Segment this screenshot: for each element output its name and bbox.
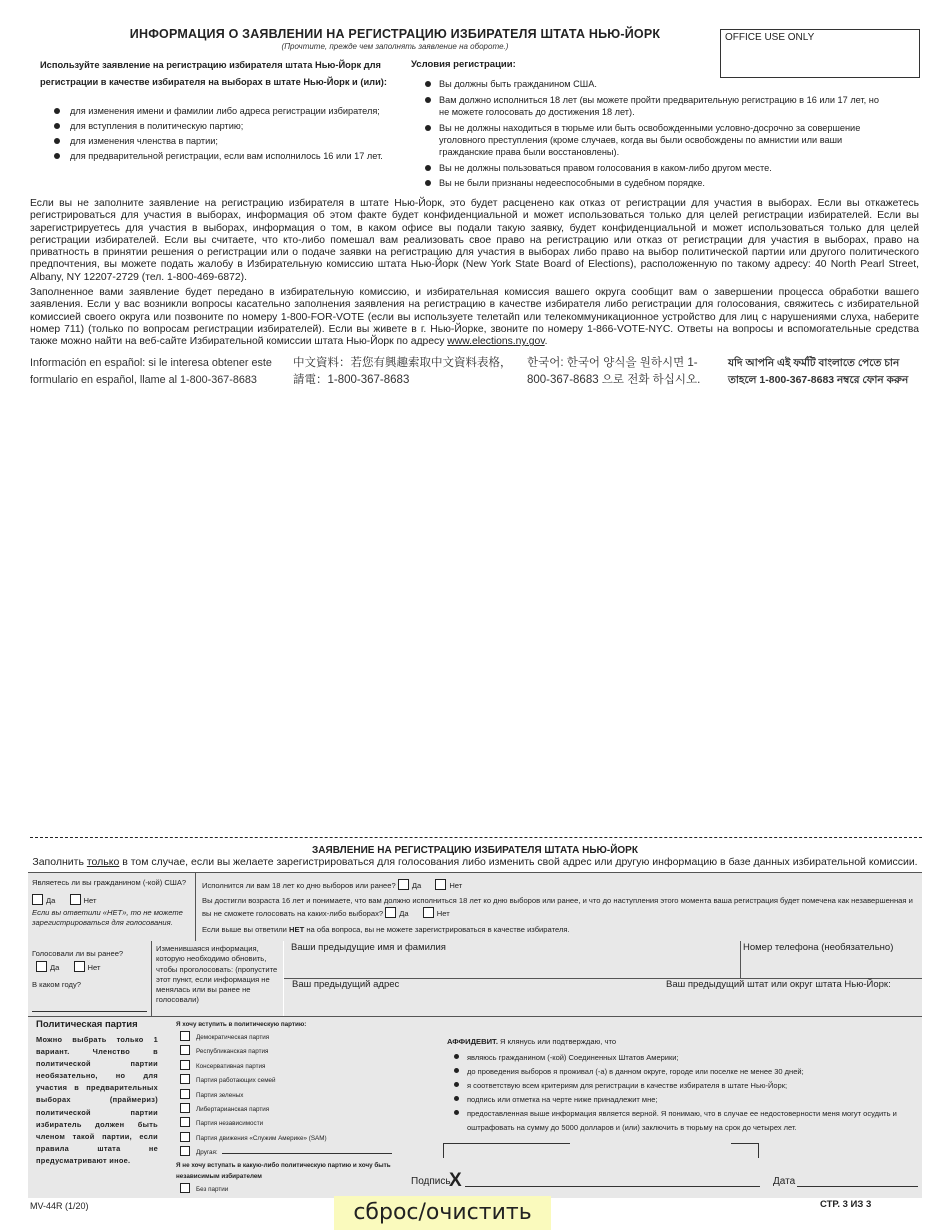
list-item: для вступления в политическую партию; [52,119,412,134]
list-item: являюсь гражданином (-кой) Соединенных Штатов Америки; [454,1051,914,1065]
party-option: Другая: [180,1146,392,1160]
use-list [52,104,412,164]
bullet-icon [425,165,431,171]
previous-name-field[interactable] [288,941,740,978]
party-heading: Политическая партия [36,1019,138,1030]
date-label: Дата [773,1176,796,1187]
divider [195,873,196,941]
bullet-icon [54,108,60,114]
party-note: Можно выбрать только 1 вариант. Членство в политической партии необязательно, но для участия в предварительных выборах (праймериз) политической партии избиратель должен быть членом такой партии, если правила штата не предусматривают иное. [36,1035,158,1165]
list-item: Вы должны быть гражданином США. [424,78,879,90]
signature-label: Подпись [411,1176,451,1187]
bullet-icon [425,81,431,87]
signature-x: X [449,1170,462,1191]
date-line[interactable] [797,1186,918,1187]
bracket-left [443,1143,570,1158]
both-no-note: Если выше вы ответили НЕТ на оба вопроса, вы не можете зарегистрироваться в качестве избирателя. [202,925,570,934]
party-libertarian-checkbox[interactable] [180,1103,190,1113]
list-item: Вы не были признаны недееспособными в судебном порядке. [424,177,879,189]
list-item: для предварительной регистрации, если вам исполнилось 16 или 17 лет. [52,149,412,164]
bullet-icon [54,138,60,144]
confidentiality-paragraph: Если вы не заполните заявление на регистрацию избирателя в штате Нью-Йорк, это будет расценено как отказ от регистрации для участия в выборах. Если вы откажетесь регистрироваться для участия в выборах, информация об этом факте будет конфиденциальной и может использоваться только для целей регистрации избирателей. Если вы зарегистрируетесь для участия в выборах, информация о том, в каком офисе вы подали такую заявку, будет конфиденциальной и может использоваться только для целей регистрации избирателей. Если вы считаете, что кто-либо помешал вам реализовать свое право на регистрацию или отказ от регистрации для участия в выборах, право на приватность в принятии решения о регистрации или о подаче заявки на регистрацию для участия в выборах либо право на выбор политической партии или другого политического предпочтения, вы можете подать жалобу в Избирательную комиссию штата Нью-Йорк (New York State Board of Elections), расположенную по такому адресу: 40 North Pearl Street, Albany, NY 12207-2729 (тел. 1-800-469-6872). [30,198,919,283]
party-option: Партия движения «Служим Америке» (SAM) [180,1132,392,1146]
office-use-box: OFFICE USE ONLY [720,29,920,78]
affidavit-intro: АФФИДЕВИТ. Я клянусь или подтверждаю, что [447,1037,617,1046]
voted-question: Голосовали ли вы ранее? [32,949,124,958]
elections-website-link[interactable]: www.elections.ny.gov [447,336,545,348]
bengali-info: যদি আপনি এই ফর্মটি বাংলাতে পেতে চান তাহলে 1-800-367-8683 নম্বরে ফোন করুন [728,357,909,386]
bullet-icon [454,1068,459,1073]
form-subtitle: Заполнить только в том случае, если вы желаете зарегистрироваться для голосования либо изменить свой адрес или другую информацию в базе данных избирательной комиссии. [32,856,918,868]
voted-yes-checkbox[interactable] [36,961,47,972]
bullet-icon [425,97,431,103]
party-option: Партия зеленых [180,1089,392,1103]
party-option: Республиканская партия [180,1045,392,1059]
previous-address-label: Ваш предыдущий адрес [292,979,400,990]
processing-paragraph: Заполненное вами заявление будет передано в избирательную комиссию, и избирательная комиссия вашего округа сообщит вам о завершении процесса обработки вашего заявления. Если у вас возникли вопросы касательно заполнения заявления на регистрацию в качестве избирателя либо регистрации для голосования, свяжитесь с избирательной комиссией своего округа или позвоните по номеру 1-800-FOR-VOTE (если вы используете телетайп или телекоммуникационное устройство для лиц с нарушениями слуха, наберите номер 711) (только по вопросам регистрации избирателей). Если вы живете в г. Нью-Йорке, звоните по номеру 1-866-VOTE-NYC. Ответы на вопросы и вспомогательные средства также можно найти на веб-сайте Избирательной комиссии штата Нью-Йорк по адресу www.elections.ny.gov. [30,287,919,348]
age16-question: Вы достигли возраста 16 лет и понимаете, что вам должно исполниться 18 лет ко дню выборов или ранее, и что до наступления этого момента ваша регистрация будет помечена как незавершенная и вы не сможете голосовать на каких-либо выборах? Да Нет [202,896,913,918]
join-party-label: Я хочу вступить в политическую партию: [176,1021,307,1028]
party-democratic-checkbox[interactable] [180,1031,190,1041]
spanish-info: Información en español: si le interesa obtener este formulario en español, llame al 1-800-367-8683 [30,357,272,386]
bullet-icon [54,123,60,129]
use-intro: Используйте заявление на регистрацию избирателя штата Нью-Йорк для регистрации в качестве избирателя на выборах в штате Нью-Йорк и (или): [40,60,387,87]
party-conservative-checkbox[interactable] [180,1060,190,1070]
list-item: до проведения выборов я проживал (-а) в данном округе, городе или поселке не менее 30 дней; [454,1065,914,1079]
bullet-icon [454,1110,459,1115]
age-no-checkbox[interactable] [435,879,446,890]
party-other-checkbox[interactable] [180,1146,190,1156]
bracket-right [731,1143,759,1158]
chinese-info: 中文資料：若您有興趣索取中文資料表格，請電：1-800-367-8683 [293,357,512,386]
signature-line[interactable] [465,1186,760,1187]
citizen-no-checkbox[interactable] [70,894,81,905]
page-number: СТР. 3 ИЗ 3 [820,1199,872,1210]
no-party-question: Я не хочу вступать в какую-либо политическую партию и хочу быть независимым избирателем [176,1162,391,1180]
party-republican-checkbox[interactable] [180,1045,190,1055]
affidavit-list [454,1051,914,1134]
changed-info-note: Изменившаяся информация, которую необходимо обновить, чтобы проголосовать: (пропустите этот пункт, если информация не менялась или вы ранее не голосовали) [156,944,278,1005]
party-working-families-checkbox[interactable] [180,1074,190,1084]
citizen-question: Являетесь ли вы гражданином (-кой) США? [32,878,187,887]
divider [151,941,152,1016]
list-item: Вам должно исполниться 18 лет (вы можете пройти предварительную регистрацию в 16 или 17 лет, но не можете голосовать до достижения 18 лет). [424,94,879,118]
list-item: для изменения членства в партии; [52,134,412,149]
party-option: Консервативная партия [180,1060,392,1074]
party-option: Либертарианская партия [180,1103,392,1117]
citizen-note: Если вы ответили «НЕТ», то не можете зарегистрироваться для голосования. [32,908,183,927]
citizen-yes-checkbox[interactable] [32,894,43,905]
age16-yes-checkbox[interactable] [385,907,396,918]
voted-no-checkbox[interactable] [74,961,85,972]
year-input-line[interactable] [32,1011,147,1012]
party-sam-checkbox[interactable] [180,1132,190,1142]
page-subtitle: (Прочтите, прежде чем заполнять заявление на обороте.) [281,42,509,51]
phone-label: Номер телефона (необязательно) [743,942,894,953]
tear-line [30,837,922,838]
list-item: я соответствую всем критериям для регистрации в качестве избирателя в штате Нью-Йорк; [454,1079,914,1093]
no-party-option: Без партии [180,1183,228,1195]
previous-county-label: Ваш предыдущий штат или округ штата Нью-Йорк: [666,979,891,990]
bullet-icon [425,180,431,186]
year-label: В каком году? [32,980,81,989]
previous-voting-section [28,941,922,1017]
list-item: предоставленная выше информация является верной. Я понимаю, что в случае ее недостоверности меня могут осудить и оштрафовать на сумму до 5000 долларов и (или) заключить в тюрьму на срок до четырех лет. [454,1107,914,1135]
voted-options: Да Нет [36,961,112,973]
no-party-checkbox[interactable] [180,1183,190,1193]
bullet-icon [454,1054,459,1059]
party-option: Партия работающих семей [180,1074,392,1088]
age16-no-checkbox[interactable] [423,907,434,918]
party-other-input[interactable] [222,1153,392,1154]
form-code: MV-44R (1/20) [30,1201,89,1211]
reset-button[interactable]: сброс/очистить [334,1196,551,1230]
list-item: Вы не должны находиться в тюрьме или быть освобожденными условно-досрочно за совершение уголовного преступления (кроме случаев, когда вы были освобождены по амнистии или ваши гражданские права были восстановлены). [424,122,879,159]
citizen-options: Да Нет [32,894,108,906]
bullet-icon [454,1082,459,1087]
list-item: для изменения имени и фамилии либо адреса регистрации избирателя; [52,104,412,119]
korean-info: 한국어: 한국어 양식을 원하시면 1-800-367-8683 으로 전화 하십시오. [527,357,701,386]
party-option: Партия независимости [180,1117,392,1131]
bullet-icon [54,153,60,159]
list-item: подпись или отметка на черте ниже принадлежит мне; [454,1093,914,1107]
conditions-title: Условия регистрации: [411,59,516,70]
party-option: Демократическая партия [180,1031,392,1045]
page-title: ИНФОРМАЦИЯ О ЗАЯВЛЕНИИ НА РЕГИСТРАЦИЮ ИЗБИРАТЕЛЯ ШТАТА НЬЮ-ЙОРК [129,27,661,41]
party-options [180,1031,392,1161]
phone-field[interactable] [741,941,921,978]
bullet-icon [425,125,431,131]
list-item: Вы не должны пользоваться правом голосования в каком-либо другом месте. [424,162,879,174]
previous-address-field[interactable] [288,979,920,1015]
previous-name-label: Ваши предыдущие имя и фамилия [291,942,446,953]
bullet-icon [454,1096,459,1101]
party-green-checkbox[interactable] [180,1089,190,1099]
party-independence-checkbox[interactable] [180,1117,190,1127]
eligibility-section [28,872,922,942]
age-question: Исполнится ли вам 18 лет ко дню выборов или ранее? Да Нет [202,881,463,890]
form-title: ЗАЯВЛЕНИЕ НА РЕГИСТРАЦИЮ ИЗБИРАТЕЛЯ ШТАТА НЬЮ-ЙОРК [312,845,638,856]
conditions-list [424,78,879,193]
age-yes-checkbox[interactable] [398,879,409,890]
